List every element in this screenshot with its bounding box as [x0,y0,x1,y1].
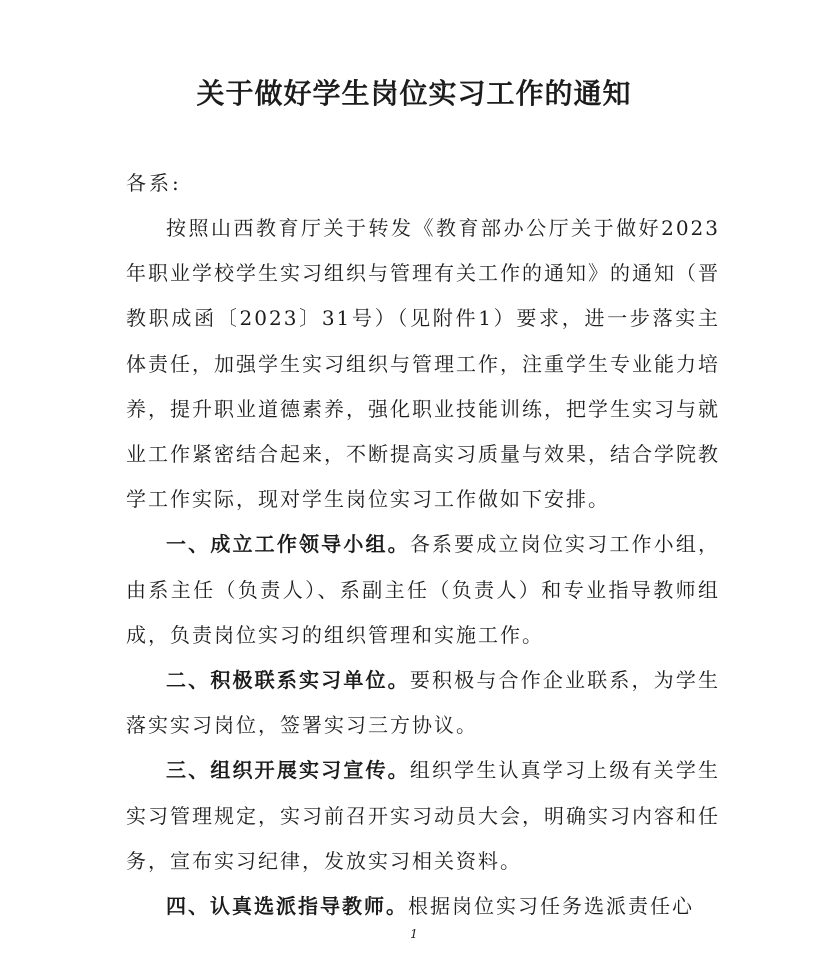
section-text-2: 要积极与合作企业联系，为学生落实实习岗位，签署实习三方协议。 [126,668,721,738]
section-text-4: 根据岗位实习任务选派责任心 [408,894,694,919]
section-paragraph-2 [126,658,720,748]
page-number: 1 [410,927,418,941]
section-paragraph-3 [126,748,720,884]
salutation: 各系: [126,171,182,195]
intro-paragraph: 按照山西教育厅关于转发《教育部办公厅关于做好2023年职业学校学生实习组织与管理有关工作的通知》的通知（晋教职成函〔2023〕31号）（见附件1）要求，进一步落实主体责任，加强学生实习组织与管理工作，注重学生专业能力培养，提升职业道德素养，强化职业技能训练，把学生实习与就业工作紧密结合起来，不断提高实习质量与效果，结合学院教学工作实际，现对学生岗位实习工作做如下安排。 [126,216,720,512]
section-heading-1: 一、成立工作领导小组。 [166,532,410,557]
section-paragraph-4 [126,884,720,929]
document-title: 关于做好学生岗位实习工作的通知 [196,77,632,110]
section-heading-4: 四、认真选派指导教师。 [166,894,408,919]
document-body [126,206,720,929]
section-text-1: 各系要成立岗位实习工作小组，由系主任（负责人）、系副主任（负责人）和专业指导教师组成，负责岗位实习的组织管理和实施工作。 [126,532,721,647]
section-heading-2: 二、积极联系实习单位。 [166,668,410,693]
section-paragraph-1 [126,522,720,658]
section-text-3: 组织学生认真学习上级有关学生实习管理规定，实习前召开实习动员大会，明确实习内容和任务，宣布实习纪律，发放实习相关资料。 [126,758,721,873]
section-heading-3: 三、组织开展实习宣传。 [166,758,410,783]
